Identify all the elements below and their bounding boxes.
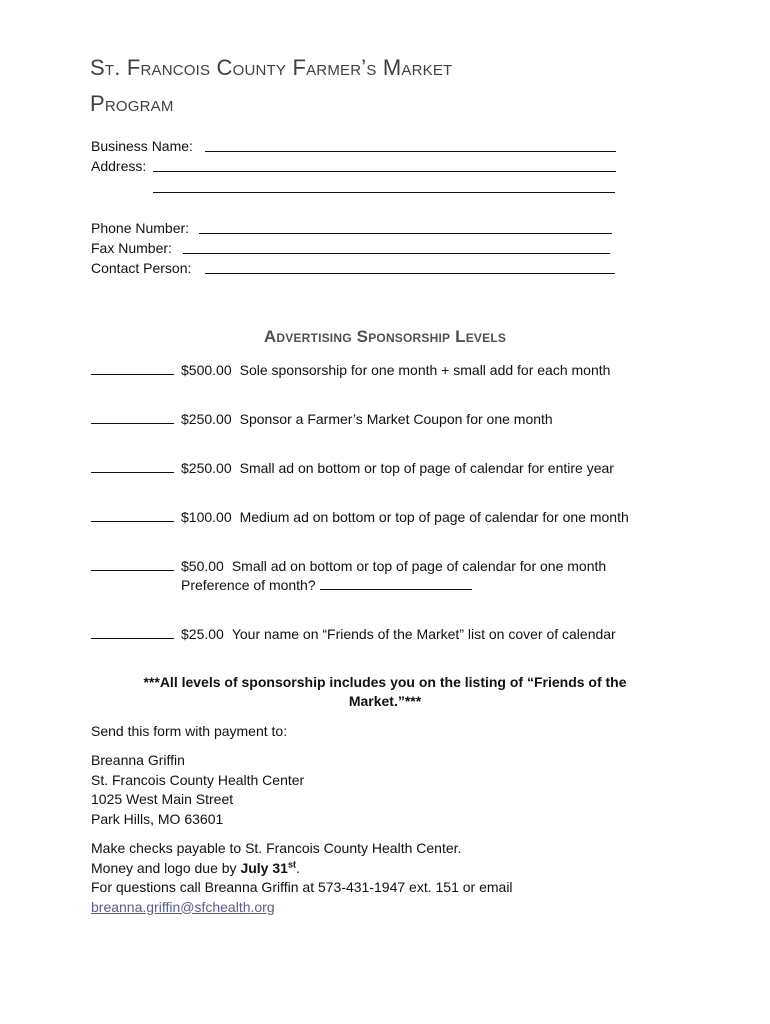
level-description: Sponsor a Farmer’s Market Coupon for one month	[239, 411, 553, 427]
preference-of-month	[181, 576, 472, 595]
level-description: Medium ad on bottom or top of page of calendar for one month	[239, 509, 629, 525]
sponsorship-level	[91, 557, 606, 576]
sponsorship-level	[91, 508, 629, 527]
level-check-field[interactable]	[91, 410, 174, 424]
level-check-field[interactable]	[91, 557, 174, 571]
address-name: Breanna Griffin	[91, 752, 185, 768]
send-instructions: Send this form with payment to:	[91, 723, 288, 739]
due-end: .	[295, 859, 300, 876]
due-date-suffix: st	[287, 858, 296, 869]
level-description: Small ad on bottom or top of page of calendar for one month	[231, 558, 607, 574]
fax-number-field[interactable]	[183, 253, 610, 254]
closing-info	[91, 839, 513, 917]
questions-line: For questions call Breanna Griffin at 573-431-1947 ext. 151 or email	[91, 879, 513, 895]
business-name-field[interactable]	[205, 151, 616, 152]
address-field-line-1[interactable]	[153, 171, 616, 172]
level-check-field[interactable]	[91, 508, 174, 522]
level-description: Sole sponsorship for one month + small add for each month	[239, 362, 611, 378]
address-city: Park Hills, MO 63601	[91, 810, 224, 827]
level-price: $250.00	[181, 460, 232, 476]
address-street: 1025 West Main Street	[91, 791, 234, 807]
level-check-field[interactable]	[91, 625, 174, 639]
due-date-line	[91, 859, 513, 879]
sponsorship-level	[91, 459, 614, 478]
level-price: $25.00	[181, 626, 224, 642]
phone-number-label: Phone Number:	[91, 220, 190, 236]
mailing-address	[91, 751, 304, 829]
address-org: St. Francois County Health Center	[91, 771, 305, 788]
level-check-field[interactable]	[91, 361, 174, 375]
sponsorship-note: ***All levels of sponsorship includes you on the listing of “Friends of the Market.”***	[143, 674, 627, 709]
level-price: $250.00	[181, 411, 232, 427]
preference-label: Preference of month?	[181, 577, 316, 593]
sponsorship-level	[91, 361, 610, 380]
level-description: Your name on “Friends of the Market” list on cover of calendar	[231, 626, 616, 642]
preference-field[interactable]	[320, 576, 472, 590]
business-name-label: Business Name:	[91, 138, 193, 154]
title-line-2: Program	[90, 91, 174, 116]
contact-person-field[interactable]	[205, 273, 615, 274]
address-field-line-2[interactable]	[153, 192, 615, 193]
sponsorship-level	[91, 625, 616, 644]
sponsorship-level	[91, 410, 553, 429]
due-prefix: Money and logo due by	[91, 859, 241, 876]
page-title	[90, 50, 690, 122]
title-line-1: St. Francois County Farmer’s Market	[90, 55, 453, 80]
email-link[interactable]: breanna.griffin@sfchealth.org	[91, 898, 275, 915]
phone-number-field[interactable]	[199, 233, 612, 234]
level-description: Small ad on bottom or top of page of calendar for entire year	[239, 460, 614, 476]
contact-person-label: Contact Person:	[91, 260, 192, 276]
level-price: $100.00	[181, 509, 232, 525]
section-title: Advertising Sponsorship Levels	[263, 327, 507, 346]
due-date: July 31	[240, 859, 288, 876]
fax-number-label: Fax Number:	[91, 240, 172, 256]
level-check-field[interactable]	[91, 459, 174, 473]
address-label: Address:	[91, 158, 147, 174]
level-price: $500.00	[181, 362, 232, 378]
checks-payable: Make checks payable to St. Francois County Health Center.	[91, 840, 462, 856]
level-price: $50.00	[181, 558, 224, 574]
